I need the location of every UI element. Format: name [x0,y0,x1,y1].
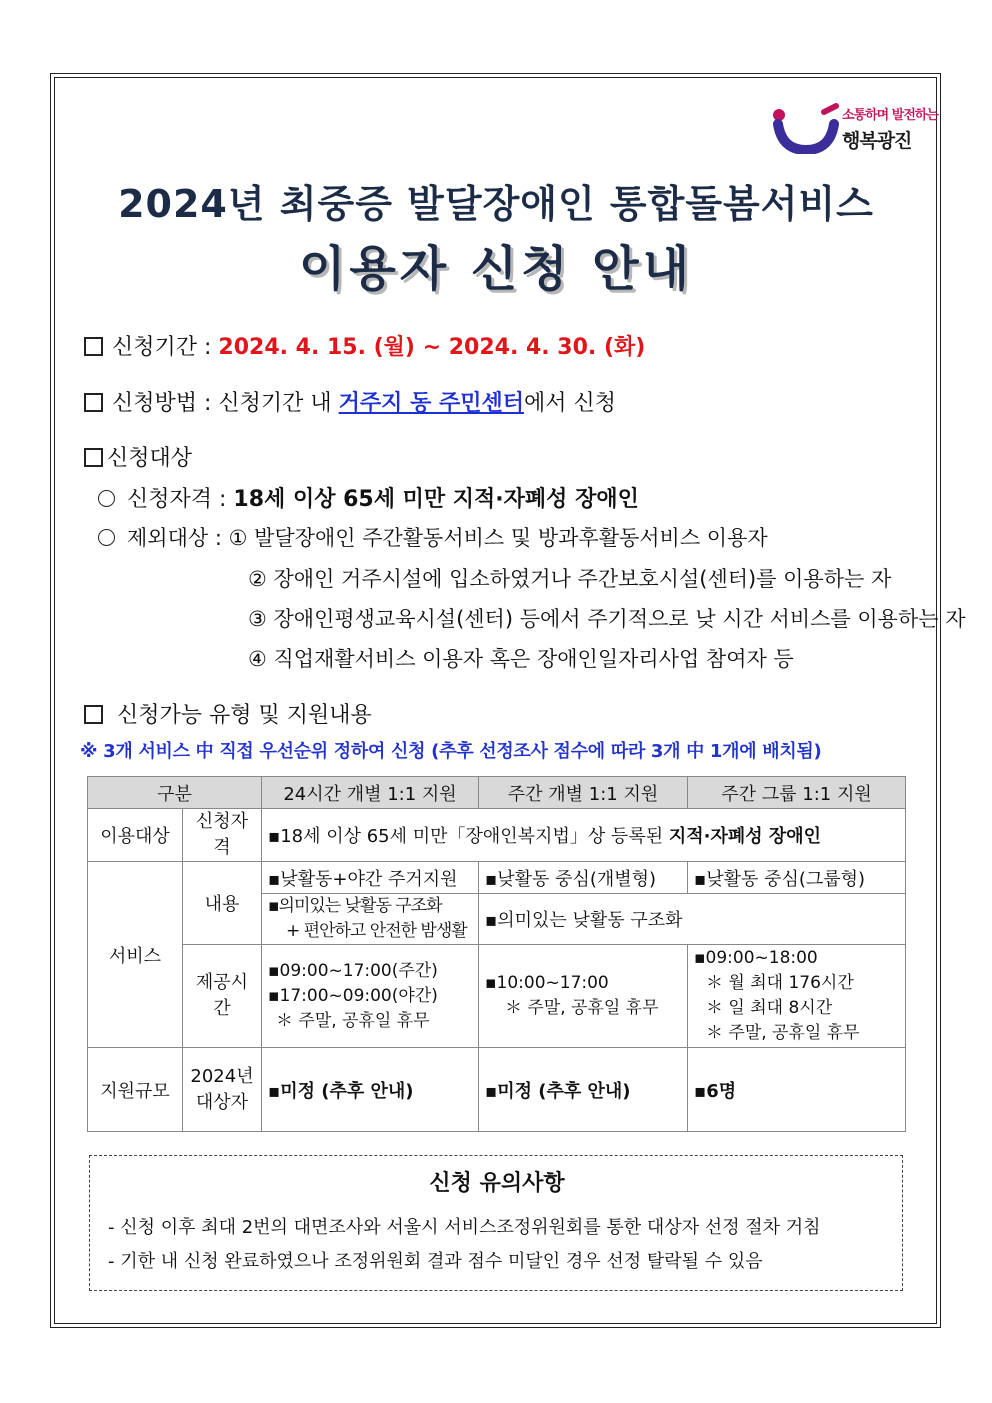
page-title-line2: 이용자 신청 안내 [299,241,693,297]
cell-line: ＊ 주말, 공휴일 휴무 [505,998,659,1018]
method-label: 신청방법 : 신청기간 내 [112,391,332,416]
eligibility-row [98,482,639,513]
exclusion-row [98,522,768,552]
table-cell: ▪낮활동 중심(그룹형) [688,862,906,894]
table-header-cell: 주간 개별 1:1 지원 [479,777,688,809]
cell-line: ▪17:00~09:00(야간) [268,985,438,1006]
cell-line: ▪10:00~17:00 [485,973,609,993]
notice-item: - 신청 이후 최대 2번의 대면조사와 서울시 서비스조정위원회를 통한 대상자 선정 절차 거침 [108,1217,821,1238]
eligibility-bold: 지적·자폐성 장애인 [668,826,822,847]
method-highlight: 거주지 동 주민센터 [338,391,525,416]
table-cell [262,945,479,1048]
exclusion-label: 제외대상 : [127,526,222,550]
period-value: 2024. 4. 15. (월) ~ 2024. 4. 30. (화) [218,335,646,360]
table-header-cell: 구분 [88,777,262,809]
row-group-label: 지원규모 [88,1048,183,1132]
circle-bullet-icon [98,529,115,546]
method-suffix: 에서 신청 [524,391,617,416]
notice-title: 신청 유의사항 [429,1171,565,1196]
page-title-line1: 2024년 최중증 발달장애인 통합돌봄서비스 [118,182,874,226]
target-heading: 신청대상 [107,446,193,471]
exclusion-item: ① 발달장애인 주간활동서비스 및 방과후활동서비스 이용자 [228,526,768,550]
exclusion-item: ② 장애인 거주시설에 입소하였거나 주간보호시설(센터)를 이용하는 자 [248,567,892,591]
table-cell: ▪미정 (추후 안내) [262,1048,479,1132]
row-group-label: 서비스 [88,862,183,1048]
cell-line: + 편안하고 안전한 밤생활 [286,921,467,941]
table-header-row [88,777,906,809]
table-header-cell: 24시간 개별 1:1 지원 [262,777,479,809]
table-row [88,945,906,1048]
table-header-cell: 주간 그룹 1:1 지원 [688,777,906,809]
checkbox-icon [84,448,103,467]
cell-line: ＊ 주말, 공휴일 휴무 [276,1010,430,1031]
method-row [84,386,616,417]
row-sub-label: 신청자격 [183,809,262,862]
eligibility-label: 신청자격 : [127,487,227,512]
row-sub-label: 2024년 대상자 [183,1048,262,1132]
table-cell: ▪미정 (추후 안내) [479,1048,688,1132]
checkbox-icon [84,393,103,412]
types-heading: 신청가능 유형 및 지원내용 [117,703,372,728]
period-row [84,330,645,361]
exclusion-item: ④ 직업재활서비스 이용자 혹은 장애인일자리사업 참여자 등 [248,647,794,671]
table-cell: ▪낮활동 중심(개별형) [479,862,688,894]
logo-slogan: 소통하며 발전하는 [842,108,938,123]
cell-line: ▪09:00~17:00(주간) [268,960,438,981]
table-row [88,1048,906,1132]
eligibility-text: ▪18세 이상 65세 미만「장애인복지법」상 등록된 [268,826,669,847]
table-cell: ▪낮활동+야간 주거지원 [262,862,479,894]
service-table [87,776,906,1132]
table-cell: ▪의미있는 낮활동 구조화 [479,894,906,945]
notice-box [89,1155,903,1291]
cell-line: ＊ 일 최대 8시간 [706,998,833,1018]
cell-line: ＊ 주말, 공휴일 휴무 [706,1023,860,1043]
target-heading-row [84,441,192,472]
period-label: 신청기간 : [112,335,212,360]
types-heading-row [84,698,372,729]
row-sub-label: 내용 [183,862,262,945]
table-row [88,809,906,862]
cell-line: ▪의미있는 낮활동 구조화 [268,896,442,916]
logo-name: 행복광진 [842,130,912,152]
exclusion-item: ③ 장애인평생교육시설(센터) 등에서 주기적으로 낮 시간 서비스를 이용하는 자 [248,607,966,631]
row-group-label: 이용대상 [88,809,183,862]
eligibility-cell [262,809,906,862]
circle-bullet-icon [98,490,115,507]
checkbox-icon [84,705,103,724]
table-cell [688,945,906,1048]
table-cell [479,945,688,1048]
table-cell [262,894,479,945]
row-sub-label: 제공시간 [183,945,262,1048]
notice-item: - 기한 내 신청 완료하였으나 조정위원회 결과 점수 미달인 경우 선정 탈락될 수 있음 [108,1251,763,1272]
cell-line: ▪09:00~18:00 [694,948,818,968]
cell-line: ＊ 월 최대 176시간 [706,973,854,993]
table-row [88,862,906,894]
eligibility-value: 18세 이상 65세 미만 지적·자폐성 장애인 [233,487,639,512]
checkbox-icon [84,337,103,356]
types-note: ※ 3개 서비스 中 직접 우선순위 정하여 신청 (추후 선정조사 점수에 따라 3개 中 1개에 배치됨) [80,741,822,762]
table-cell: ▪6명 [688,1048,906,1132]
